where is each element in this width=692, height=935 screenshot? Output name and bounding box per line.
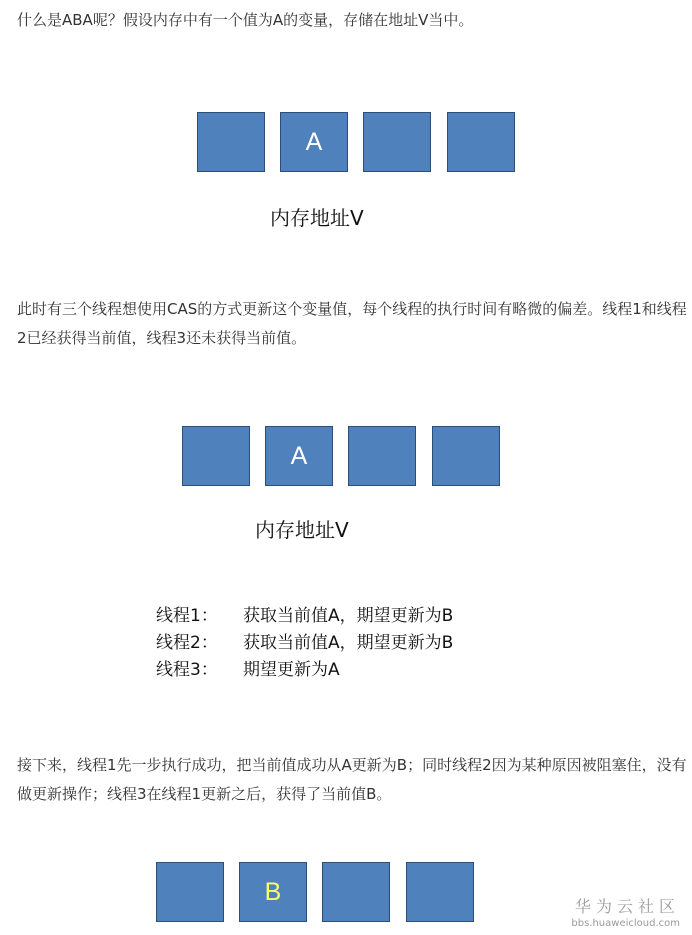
thread-row [156, 630, 453, 657]
thread-row [156, 657, 453, 684]
memory-cell [406, 862, 474, 922]
intro-paragraph: 什么是ABA呢？假设内存中有一个值为A的变量，存储在地址V当中。 [17, 11, 474, 29]
memory-address-caption: 内存地址V [270, 206, 364, 230]
memory-cell [348, 426, 416, 486]
memory-cell [447, 112, 515, 172]
outcome-paragraph: 接下来，线程1先一步执行成功，把当前值成功从A更新为B；同时线程2因为某种原因被阻塞住，没有做更新操作；线程3在线程1更新之后，获得了当前值B。 [17, 756, 687, 803]
thread-action: 期望更新为A [243, 660, 340, 680]
memory-cell-value: A [265, 426, 333, 486]
thread-label: 线程2： [156, 633, 218, 653]
thread-label: 线程1： [156, 606, 218, 626]
thread-action: 获取当前值A，期望更新为B [243, 633, 454, 653]
memory-cell [197, 112, 265, 172]
memory-cell [432, 426, 500, 486]
site-watermark [571, 894, 680, 929]
thread-action: 获取当前值A，期望更新为B [243, 606, 454, 626]
memory-cell [156, 862, 224, 922]
thread-list [156, 603, 453, 684]
thread-row [156, 603, 453, 630]
memory-cell-value: A [280, 112, 348, 172]
threads-paragraph: 此时有三个线程想使用CAS的方式更新这个变量值，每个线程的执行时间有略微的偏差。线程1和线程2已经获得当前值，线程3还未获得当前值。 [17, 300, 687, 347]
memory-cell [363, 112, 431, 172]
thread-label: 线程3： [156, 660, 218, 680]
memory-cell-value: B [239, 862, 307, 922]
watermark-url: bbs.huaweicloud.com [571, 918, 680, 929]
memory-cell [182, 426, 250, 486]
memory-address-caption: 内存地址V [255, 518, 349, 542]
watermark-title: 华为云社区 [574, 897, 680, 916]
memory-cell [322, 862, 390, 922]
